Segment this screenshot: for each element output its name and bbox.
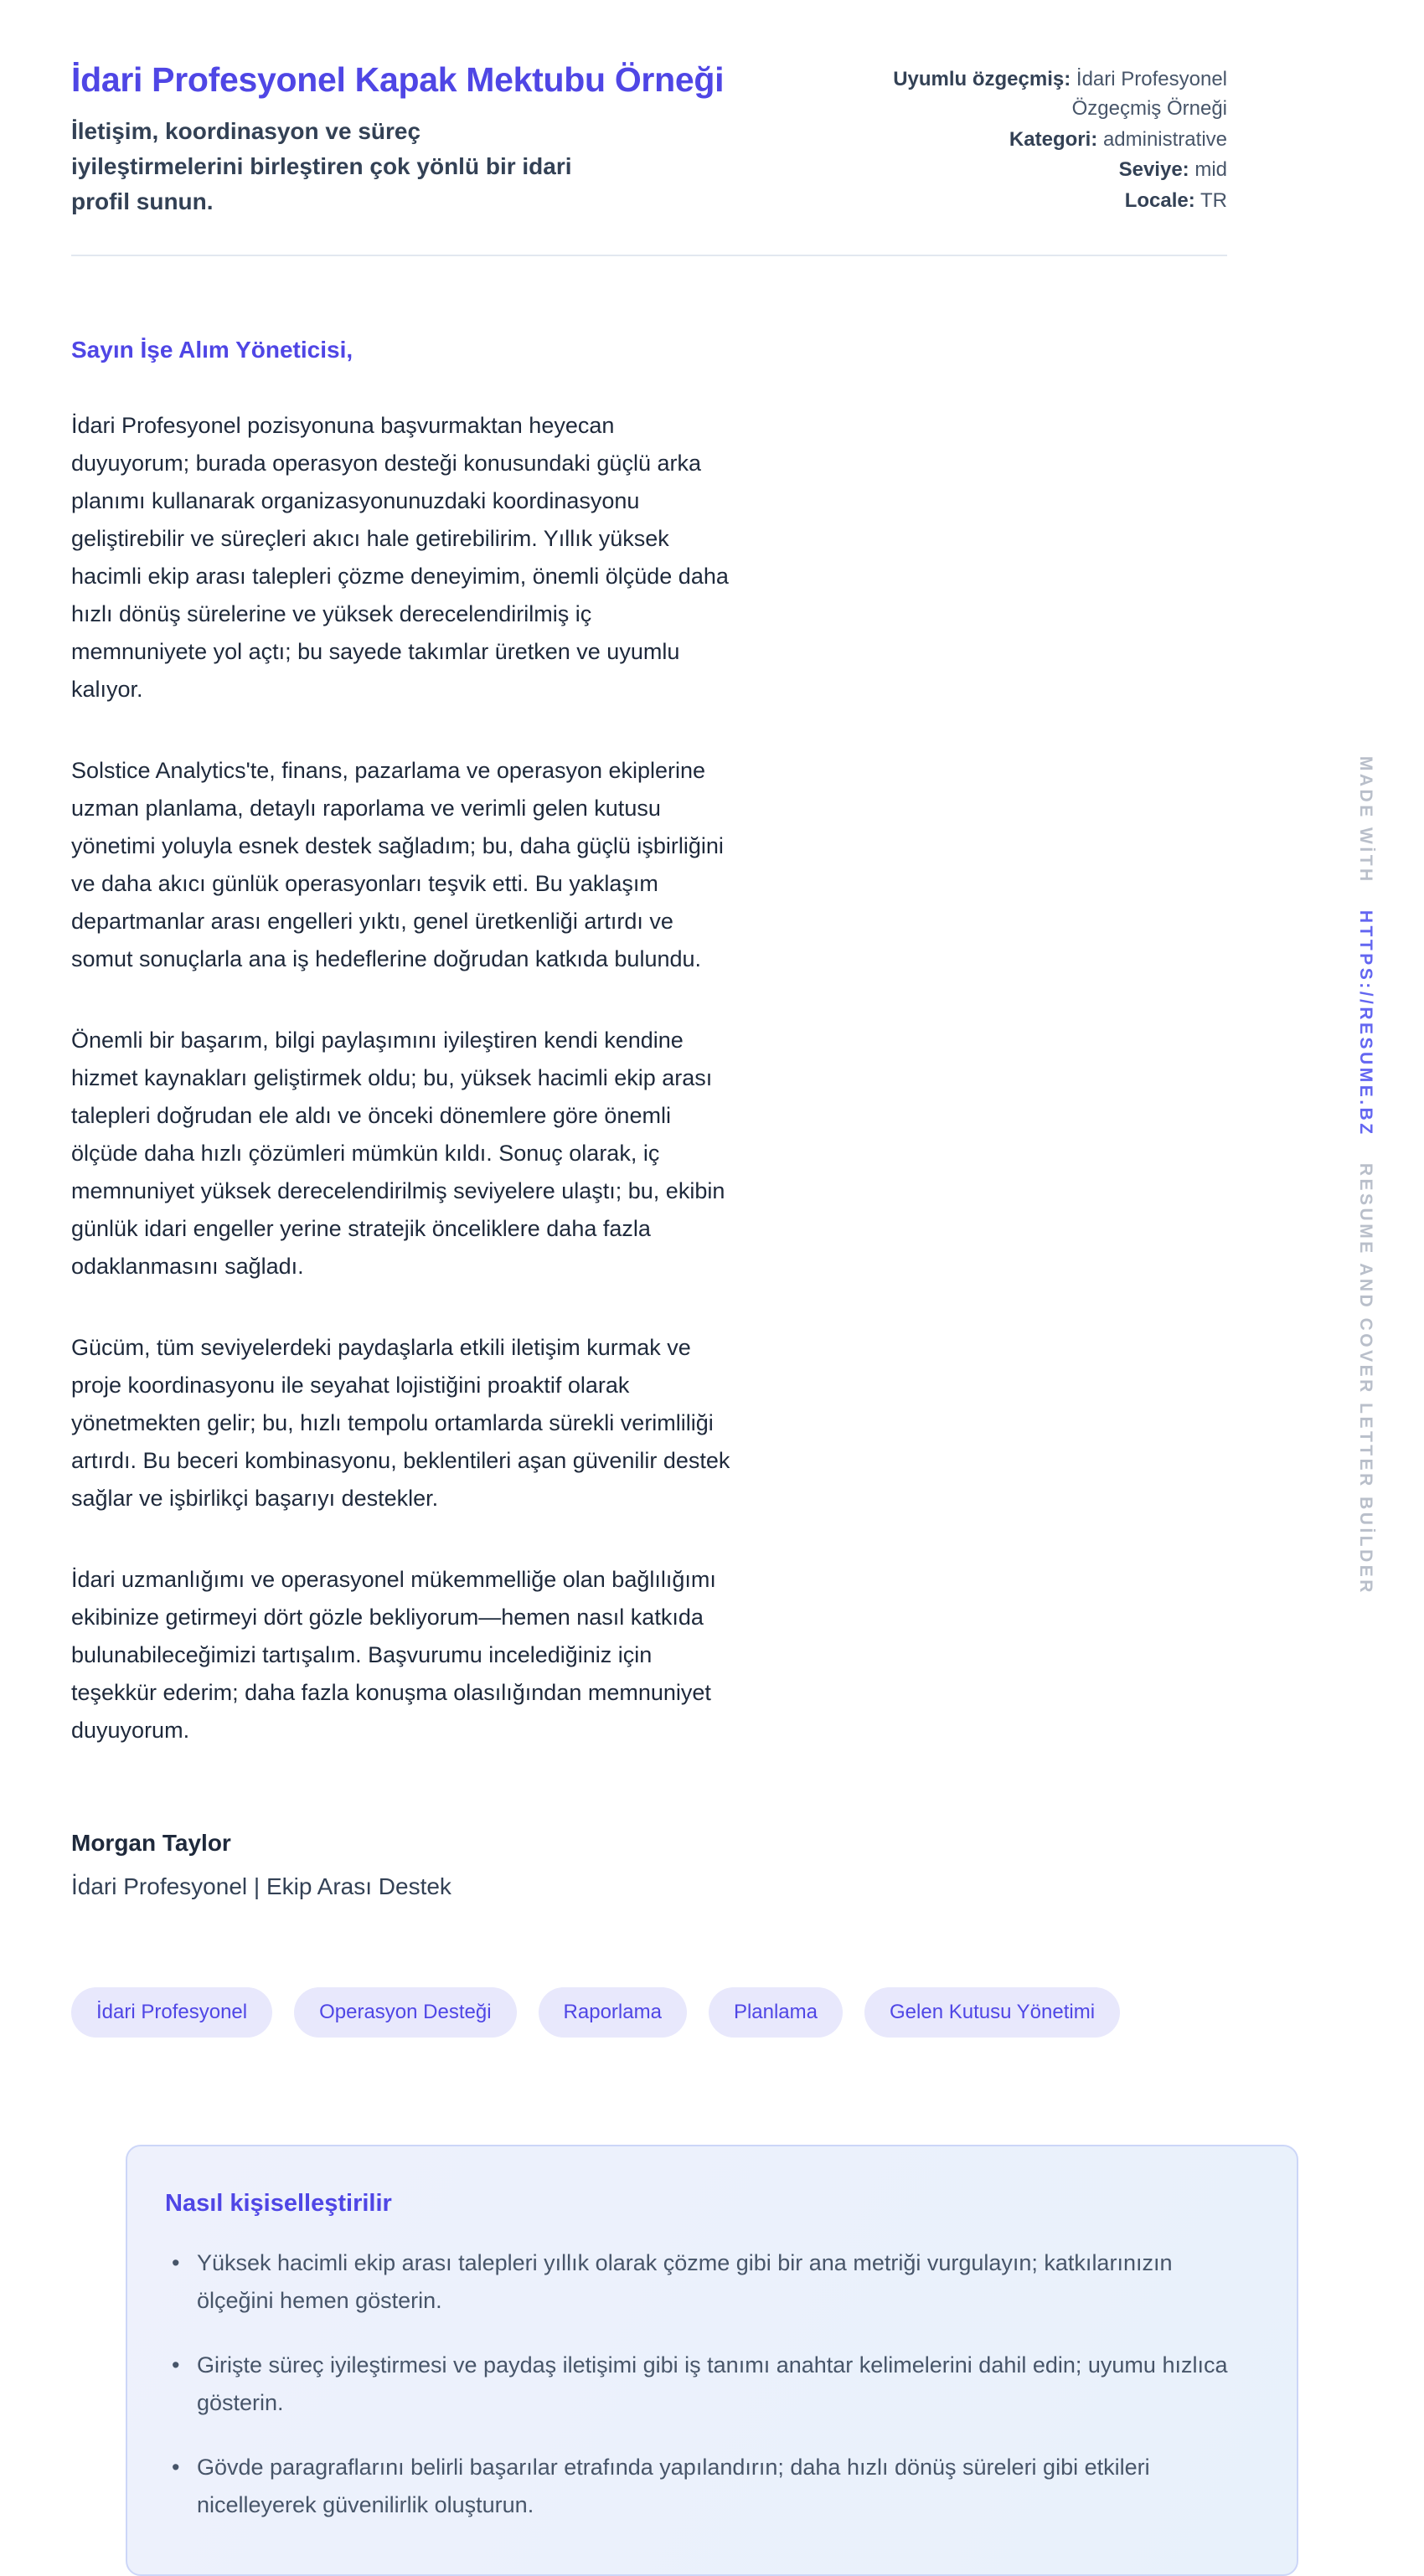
signature-role: İdari Profesyonel | Ekip Arası Destek — [71, 1873, 451, 1900]
tag-raporlama[interactable]: Raporlama — [539, 1987, 687, 2038]
letter-paragraph: İdari Profesyonel pozisyonuna başvurmaktan heyecan duyuyorum; burada operasyon desteği konusundaki güçlü arka planımı kullanarak organizasyonunuzdaki koordinasyonu geliştirebilir ve süreçleri akıcı hale getirebilirim. Yıllık yüksek hacimli ekip arası talepleri çözme deneyimim, önemli ölçüde daha hızlı dönüş sürelerine ve yüksek derecelendirilmiş iç memnuniyete yol açtı; bu sayede takımlar üretken ve uyumlu kalıyor. — [71, 413, 729, 703]
watermark-resume-bz-link[interactable]: HTTPS://RESUME.BZ — [1356, 910, 1375, 1137]
made-with-watermark — [1355, 747, 1375, 1605]
meta-matching-resume-label: Uyumlu özgeçmiş: — [893, 68, 1071, 90]
letter-paragraph: Önemli bir başarım, bilgi paylaşımını iyileştiren kendi kendine hizmet kaynakları geliştirmek oldu; bu, yüksek hacimli ekip arası talepleri doğrudan ele aldı ve önceki dönemlere göre önemli ölçüde daha hızlı çözümleri mümkün kıldı. Sonuç olarak, iç memnuniyet yüksek derecelendirilmiş seviyelere ulaştı; bu, ekibin günlük idari engeller yerine stratejik önceliklere daha fazla odaklanmasını sağladı. — [71, 1028, 725, 1280]
letter-paragraph: Gücüm, tüm seviyelerdeki paydaşlarla etkili iletişim kurmak ve proje koordinasyonu ile seyahat lojistiğini proaktif olarak yönetmekten gelir; bu, hızlı tempolu ortamlarda sürekli verimliliği artırdı. Bu beceri kombinasyonu, beklentileri aşan güvenilir destek sağlar ve işbirlikçi başarıyı destekler. — [71, 1335, 730, 1512]
header — [71, 59, 1227, 219]
howto-personalize-box — [126, 2145, 1298, 2576]
letter-paragraph: İdari uzmanlığımı ve operasyonel mükemmelliğe olan bağlılığımı ekibinize getirmeyi dört gözle bekliyorum—hemen nasıl katkıda bulunabileceğimizi tartışalım. Başvurumu incelediğiniz için teşekkür ederim; daha fazla konuşma olasılığından memnuniyet duyuyorum. — [71, 1567, 716, 1744]
cover-letter-body — [71, 337, 1227, 1900]
tag-planlama[interactable]: Planlama — [709, 1987, 843, 2038]
meta-level — [867, 156, 1227, 185]
meta-matching-resume-link[interactable]: İdari Profesyonel Özgeçmiş Örneği — [1071, 68, 1227, 120]
howto-bullet: • Gövde paragraflarını belirli başarılar etrafında yapılandırın; daha hızlı dönüş süreleri gibi etkileri nicelleyerek güvenilirlik oluşturun. — [165, 2449, 1229, 2524]
tag-list — [71, 1987, 1227, 2038]
tag-gelen-kutusu-yonetimi[interactable]: Gelen Kutusu Yönetimi — [864, 1987, 1120, 2038]
meta-category-label: Kategori: — [1009, 127, 1098, 151]
meta-level-value: mid — [1194, 158, 1227, 182]
howto-title: Nasıl kişiselleştirilir — [165, 2190, 392, 2218]
meta-level-label: Seviye: — [1118, 158, 1189, 182]
meta-panel — [867, 65, 1227, 218]
howto-bullet: • Yüksek hacimli ekip arası talepleri yıllık olarak çözme gibi bir ana metriği vurgulayın; katkılarınızın ölçeğini hemen gösterin. — [165, 2244, 1229, 2320]
meta-category-value: administrative — [1102, 127, 1227, 151]
meta-category — [867, 126, 1227, 155]
signature-block — [71, 1830, 1227, 1900]
page-title: İdari Profesyonel Kapak Mektubu Örneği — [71, 60, 725, 99]
watermark-suffix: RESUME AND COVER LETTER BUİLDER — [1356, 1163, 1375, 1596]
meta-locale — [867, 187, 1227, 216]
signature-name: Morgan Taylor — [71, 1830, 231, 1857]
header-left — [71, 59, 724, 219]
howto-bullet: • Girişte süreç iyileştirmesi ve paydaş iletişimi gibi iş tanımı anahtar kelimelerini dahil edin; uyumu hızlıca gösterin. — [165, 2347, 1229, 2422]
watermark-prefix: MADE WİTH — [1356, 755, 1375, 884]
letter-paragraph: Solstice Analytics'te, finans, pazarlama ve operasyon ekiplerine uzman planlama, detaylı raporlama ve verimli gelen kutusu yönetimi yoluyla esnek destek sağladım; bu, daha güçlü işbirliğini ve daha akıcı günlük operasyonları teşvik etti. Bu yaklaşım departmanlar arası engelleri yıktı, genel üretkenliği artırdı ve somut sonuçlarla ana iş hedeflerine doğrudan katkıda bulundu. — [71, 758, 724, 972]
meta-locale-label: Locale: — [1124, 189, 1195, 213]
page-subtitle: İletişim, koordinasyon ve süreç iyileştirmelerini birleştiren çok yönlü bir idari profil sunun. — [71, 118, 572, 215]
header-divider — [71, 255, 1227, 256]
howto-bullet-list — [165, 2244, 1238, 2524]
meta-locale-value: TR — [1200, 189, 1227, 213]
meta-matching-resume — [867, 65, 1227, 124]
tag-idari-profesyonel[interactable]: İdari Profesyonel — [71, 1987, 272, 2038]
tag-operasyon-destegi[interactable]: Operasyon Desteği — [294, 1987, 516, 2038]
letter-salutation: Sayın İşe Alım Yöneticisi, — [71, 337, 353, 363]
